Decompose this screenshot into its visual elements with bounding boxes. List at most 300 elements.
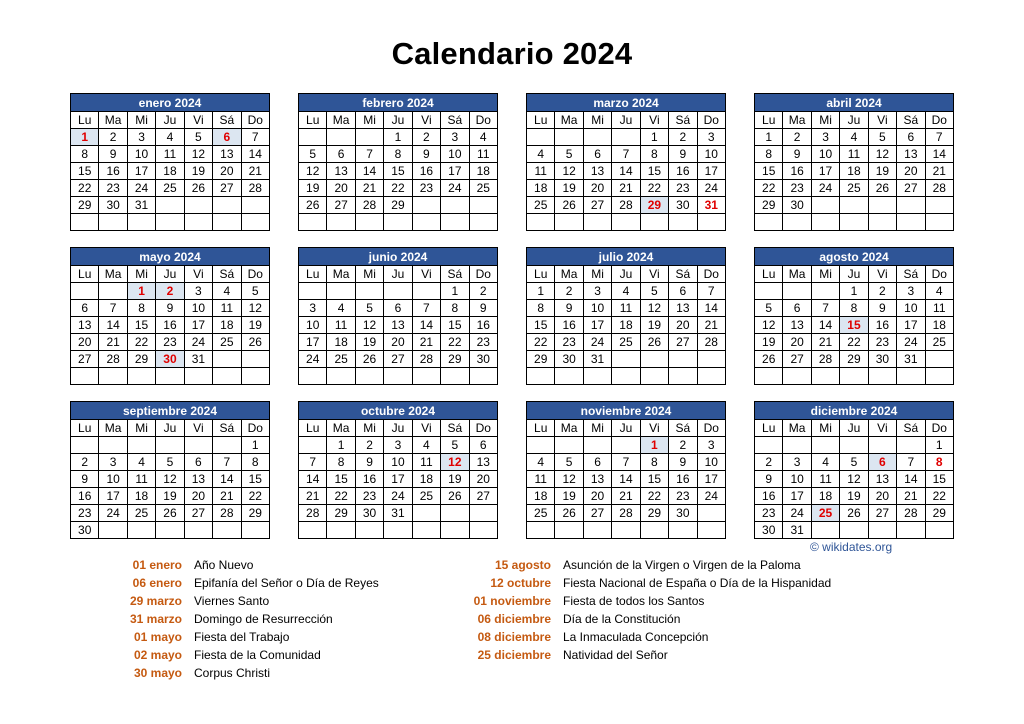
day-cell[interactable]: 30 [868,351,896,368]
day-cell[interactable]: 15 [640,471,668,488]
day-cell[interactable]: 4 [840,129,868,146]
day-cell[interactable]: 31 [783,522,811,539]
day-cell[interactable]: 16 [156,317,184,334]
day-cell[interactable]: 20 [868,488,896,505]
day-cell[interactable]: 14 [897,471,925,488]
day-cell[interactable]: 12 [184,146,212,163]
day-cell[interactable]: 9 [71,471,99,488]
day-cell[interactable]: 9 [669,146,697,163]
day-cell[interactable]: 14 [811,317,839,334]
day-cell[interactable]: 5 [156,454,184,471]
day-cell[interactable]: 17 [697,471,725,488]
day-cell[interactable]: 15 [441,317,469,334]
day-cell[interactable]: 23 [783,180,811,197]
day-cell[interactable]: 13 [184,471,212,488]
day-cell[interactable]: 20 [213,163,241,180]
day-cell[interactable]: 19 [755,334,783,351]
day-cell[interactable]: 18 [412,471,440,488]
day-cell[interactable]: 14 [412,317,440,334]
day-cell[interactable]: 6 [384,300,412,317]
day-cell[interactable]: 23 [412,180,440,197]
day-cell[interactable]: 9 [555,300,583,317]
day-cell[interactable]: 27 [897,180,925,197]
day-cell[interactable]: 7 [612,454,640,471]
day-cell[interactable]: 25 [213,334,241,351]
day-cell[interactable]: 7 [99,300,127,317]
day-cell[interactable]: 23 [669,180,697,197]
day-cell[interactable]: 15 [640,163,668,180]
day-cell[interactable]: 11 [925,300,953,317]
day-cell[interactable]: 26 [184,180,212,197]
day-cell[interactable]: 25 [840,180,868,197]
day-cell[interactable]: 28 [811,351,839,368]
day-cell[interactable]: 14 [612,163,640,180]
day-cell[interactable]: 3 [783,454,811,471]
day-cell[interactable]: 19 [355,334,383,351]
day-cell[interactable]: 22 [640,180,668,197]
day-cell[interactable]: 10 [811,146,839,163]
day-cell[interactable]: 20 [583,180,611,197]
day-cell[interactable]: 22 [640,488,668,505]
day-cell[interactable]: 20 [384,334,412,351]
day-cell[interactable]: 26 [640,334,668,351]
day-cell[interactable]: 27 [469,488,497,505]
day-cell[interactable]: 30 [555,351,583,368]
day-cell[interactable]: 14 [925,146,953,163]
day-cell[interactable]: 23 [669,488,697,505]
day-cell[interactable]: 16 [555,317,583,334]
day-cell[interactable]: 8 [384,146,412,163]
day-cell[interactable]: 21 [412,334,440,351]
day-cell[interactable]: 17 [811,163,839,180]
day-cell[interactable]: 3 [697,437,725,454]
day-cell[interactable]: 19 [868,163,896,180]
day-cell[interactable]: 2 [99,129,127,146]
day-cell[interactable]: 22 [441,334,469,351]
day-cell[interactable]: 12 [241,300,269,317]
day-cell[interactable]: 28 [99,351,127,368]
day-cell[interactable]: 6 [897,129,925,146]
day-cell[interactable]: 27 [783,351,811,368]
day-cell[interactable]: 26 [355,351,383,368]
day-cell[interactable]: 31 [127,197,155,214]
day-cell[interactable]: 28 [925,180,953,197]
day-cell[interactable]: 2 [783,129,811,146]
day-cell[interactable]: 4 [156,129,184,146]
day-cell[interactable]: 14 [697,300,725,317]
day-cell[interactable]: 28 [697,334,725,351]
day-cell[interactable]: 20 [469,471,497,488]
day-cell[interactable]: 23 [156,334,184,351]
day-cell[interactable]: 23 [868,334,896,351]
holiday-day-cell[interactable]: 30 [156,351,184,368]
holiday-day-cell[interactable]: 2 [156,283,184,300]
day-cell[interactable]: 5 [640,283,668,300]
day-cell[interactable]: 2 [555,283,583,300]
day-cell[interactable]: 27 [327,197,355,214]
day-cell[interactable]: 12 [555,471,583,488]
day-cell[interactable]: 14 [213,471,241,488]
day-cell[interactable]: 17 [384,471,412,488]
day-cell[interactable]: 8 [441,300,469,317]
day-cell[interactable]: 21 [612,488,640,505]
day-cell[interactable]: 10 [697,454,725,471]
day-cell[interactable]: 15 [71,163,99,180]
day-cell[interactable]: 19 [156,488,184,505]
day-cell[interactable]: 17 [99,488,127,505]
day-cell[interactable]: 30 [99,197,127,214]
day-cell[interactable]: 2 [868,283,896,300]
day-cell[interactable]: 13 [669,300,697,317]
day-cell[interactable]: 9 [469,300,497,317]
day-cell[interactable]: 21 [697,317,725,334]
day-cell[interactable]: 21 [925,163,953,180]
day-cell[interactable]: 30 [669,505,697,522]
day-cell[interactable]: 18 [840,163,868,180]
day-cell[interactable]: 22 [71,180,99,197]
day-cell[interactable]: 28 [897,505,925,522]
day-cell[interactable]: 5 [299,146,327,163]
holiday-day-cell[interactable]: 29 [640,197,668,214]
day-cell[interactable]: 25 [925,334,953,351]
day-cell[interactable]: 25 [127,505,155,522]
day-cell[interactable]: 21 [213,488,241,505]
day-cell[interactable]: 4 [811,454,839,471]
day-cell[interactable]: 1 [755,129,783,146]
day-cell[interactable]: 4 [612,283,640,300]
day-cell[interactable]: 17 [697,163,725,180]
day-cell[interactable]: 10 [897,300,925,317]
day-cell[interactable]: 5 [441,437,469,454]
day-cell[interactable]: 22 [840,334,868,351]
day-cell[interactable]: 25 [327,351,355,368]
day-cell[interactable]: 29 [241,505,269,522]
day-cell[interactable]: 7 [241,129,269,146]
day-cell[interactable]: 29 [840,351,868,368]
day-cell[interactable]: 11 [811,471,839,488]
day-cell[interactable]: 15 [241,471,269,488]
day-cell[interactable]: 1 [925,437,953,454]
day-cell[interactable]: 3 [384,437,412,454]
day-cell[interactable]: 7 [811,300,839,317]
day-cell[interactable]: 25 [527,197,555,214]
day-cell[interactable]: 11 [527,163,555,180]
day-cell[interactable]: 27 [583,505,611,522]
day-cell[interactable]: 10 [184,300,212,317]
holiday-day-cell[interactable]: 8 [925,454,953,471]
day-cell[interactable]: 26 [241,334,269,351]
day-cell[interactable]: 29 [441,351,469,368]
day-cell[interactable]: 24 [441,180,469,197]
day-cell[interactable]: 19 [299,180,327,197]
day-cell[interactable]: 11 [527,471,555,488]
day-cell[interactable]: 20 [669,317,697,334]
day-cell[interactable]: 29 [527,351,555,368]
day-cell[interactable]: 19 [840,488,868,505]
day-cell[interactable]: 28 [213,505,241,522]
day-cell[interactable]: 16 [868,317,896,334]
day-cell[interactable]: 7 [213,454,241,471]
day-cell[interactable]: 10 [697,146,725,163]
day-cell[interactable]: 25 [412,488,440,505]
day-cell[interactable]: 24 [299,351,327,368]
day-cell[interactable]: 3 [697,129,725,146]
day-cell[interactable]: 25 [612,334,640,351]
day-cell[interactable]: 29 [755,197,783,214]
day-cell[interactable]: 16 [783,163,811,180]
day-cell[interactable]: 30 [355,505,383,522]
day-cell[interactable]: 15 [527,317,555,334]
day-cell[interactable]: 20 [583,488,611,505]
day-cell[interactable]: 10 [783,471,811,488]
day-cell[interactable]: 9 [355,454,383,471]
day-cell[interactable]: 1 [384,129,412,146]
day-cell[interactable]: 2 [755,454,783,471]
day-cell[interactable]: 4 [925,283,953,300]
day-cell[interactable]: 21 [355,180,383,197]
day-cell[interactable]: 9 [156,300,184,317]
day-cell[interactable]: 18 [469,163,497,180]
day-cell[interactable]: 30 [669,197,697,214]
day-cell[interactable]: 17 [783,488,811,505]
day-cell[interactable]: 29 [127,351,155,368]
day-cell[interactable]: 22 [755,180,783,197]
day-cell[interactable]: 12 [755,317,783,334]
day-cell[interactable]: 22 [127,334,155,351]
day-cell[interactable]: 3 [897,283,925,300]
day-cell[interactable]: 23 [71,505,99,522]
day-cell[interactable]: 18 [156,163,184,180]
day-cell[interactable]: 19 [555,180,583,197]
day-cell[interactable]: 28 [612,505,640,522]
day-cell[interactable]: 29 [925,505,953,522]
day-cell[interactable]: 30 [469,351,497,368]
day-cell[interactable]: 2 [669,129,697,146]
day-cell[interactable]: 11 [469,146,497,163]
day-cell[interactable]: 16 [355,471,383,488]
day-cell[interactable]: 21 [897,488,925,505]
day-cell[interactable]: 13 [71,317,99,334]
day-cell[interactable]: 16 [99,163,127,180]
day-cell[interactable]: 2 [669,437,697,454]
day-cell[interactable]: 12 [640,300,668,317]
day-cell[interactable]: 27 [384,351,412,368]
day-cell[interactable]: 26 [299,197,327,214]
day-cell[interactable]: 18 [127,488,155,505]
day-cell[interactable]: 7 [355,146,383,163]
day-cell[interactable]: 29 [384,197,412,214]
day-cell[interactable]: 18 [527,488,555,505]
day-cell[interactable]: 18 [327,334,355,351]
day-cell[interactable]: 31 [897,351,925,368]
day-cell[interactable]: 24 [783,505,811,522]
day-cell[interactable]: 3 [811,129,839,146]
holiday-day-cell[interactable]: 12 [441,454,469,471]
day-cell[interactable]: 27 [669,334,697,351]
day-cell[interactable]: 12 [555,163,583,180]
day-cell[interactable]: 26 [156,505,184,522]
day-cell[interactable]: 6 [184,454,212,471]
day-cell[interactable]: 12 [355,317,383,334]
day-cell[interactable]: 18 [925,317,953,334]
day-cell[interactable]: 7 [612,146,640,163]
day-cell[interactable]: 18 [612,317,640,334]
day-cell[interactable]: 9 [868,300,896,317]
day-cell[interactable]: 11 [156,146,184,163]
day-cell[interactable]: 16 [412,163,440,180]
day-cell[interactable]: 20 [71,334,99,351]
day-cell[interactable]: 24 [384,488,412,505]
day-cell[interactable]: 16 [71,488,99,505]
day-cell[interactable]: 22 [327,488,355,505]
holiday-day-cell[interactable]: 25 [811,505,839,522]
day-cell[interactable]: 19 [241,317,269,334]
day-cell[interactable]: 3 [184,283,212,300]
day-cell[interactable]: 10 [127,146,155,163]
day-cell[interactable]: 23 [555,334,583,351]
day-cell[interactable]: 9 [412,146,440,163]
day-cell[interactable]: 1 [441,283,469,300]
day-cell[interactable]: 22 [384,180,412,197]
day-cell[interactable]: 21 [99,334,127,351]
holiday-day-cell[interactable]: 1 [640,437,668,454]
day-cell[interactable]: 10 [299,317,327,334]
day-cell[interactable]: 23 [469,334,497,351]
day-cell[interactable]: 1 [527,283,555,300]
day-cell[interactable]: 11 [840,146,868,163]
day-cell[interactable]: 13 [583,163,611,180]
day-cell[interactable]: 15 [127,317,155,334]
day-cell[interactable]: 12 [299,163,327,180]
day-cell[interactable]: 11 [612,300,640,317]
day-cell[interactable]: 26 [755,351,783,368]
day-cell[interactable]: 2 [71,454,99,471]
day-cell[interactable]: 8 [640,146,668,163]
day-cell[interactable]: 10 [441,146,469,163]
day-cell[interactable]: 20 [184,488,212,505]
day-cell[interactable]: 1 [327,437,355,454]
day-cell[interactable]: 8 [241,454,269,471]
day-cell[interactable]: 15 [755,163,783,180]
day-cell[interactable]: 2 [355,437,383,454]
day-cell[interactable]: 28 [412,351,440,368]
day-cell[interactable]: 29 [640,505,668,522]
day-cell[interactable]: 28 [612,197,640,214]
day-cell[interactable]: 14 [99,317,127,334]
day-cell[interactable]: 4 [213,283,241,300]
day-cell[interactable]: 8 [327,454,355,471]
day-cell[interactable]: 12 [868,146,896,163]
day-cell[interactable]: 29 [327,505,355,522]
day-cell[interactable]: 7 [925,129,953,146]
day-cell[interactable]: 22 [527,334,555,351]
day-cell[interactable]: 24 [127,180,155,197]
day-cell[interactable]: 6 [327,146,355,163]
day-cell[interactable]: 13 [868,471,896,488]
credit-link[interactable]: © wikidates.org [810,540,893,554]
day-cell[interactable]: 23 [99,180,127,197]
day-cell[interactable]: 22 [241,488,269,505]
day-cell[interactable]: 9 [755,471,783,488]
day-cell[interactable]: 14 [612,471,640,488]
day-cell[interactable]: 6 [71,300,99,317]
day-cell[interactable]: 6 [583,146,611,163]
day-cell[interactable]: 9 [669,454,697,471]
day-cell[interactable]: 19 [184,163,212,180]
day-cell[interactable]: 13 [783,317,811,334]
day-cell[interactable]: 5 [241,283,269,300]
day-cell[interactable]: 28 [355,197,383,214]
day-cell[interactable]: 11 [213,300,241,317]
day-cell[interactable]: 26 [555,197,583,214]
day-cell[interactable]: 8 [840,300,868,317]
day-cell[interactable]: 13 [384,317,412,334]
day-cell[interactable]: 26 [840,505,868,522]
day-cell[interactable]: 9 [99,146,127,163]
day-cell[interactable]: 1 [840,283,868,300]
day-cell[interactable]: 31 [583,351,611,368]
holiday-day-cell[interactable]: 31 [697,197,725,214]
day-cell[interactable]: 25 [527,505,555,522]
day-cell[interactable]: 17 [441,163,469,180]
day-cell[interactable]: 29 [71,197,99,214]
day-cell[interactable]: 13 [213,146,241,163]
day-cell[interactable]: 11 [412,454,440,471]
day-cell[interactable]: 5 [868,129,896,146]
day-cell[interactable]: 27 [71,351,99,368]
day-cell[interactable]: 5 [184,129,212,146]
day-cell[interactable]: 25 [156,180,184,197]
day-cell[interactable]: 21 [612,180,640,197]
holiday-day-cell[interactable]: 15 [840,317,868,334]
day-cell[interactable]: 26 [868,180,896,197]
day-cell[interactable]: 26 [555,505,583,522]
day-cell[interactable]: 16 [669,163,697,180]
day-cell[interactable]: 15 [384,163,412,180]
day-cell[interactable]: 2 [412,129,440,146]
day-cell[interactable]: 27 [868,505,896,522]
day-cell[interactable]: 17 [299,334,327,351]
day-cell[interactable]: 6 [583,454,611,471]
day-cell[interactable]: 23 [355,488,383,505]
day-cell[interactable]: 17 [184,317,212,334]
day-cell[interactable]: 3 [99,454,127,471]
day-cell[interactable]: 18 [811,488,839,505]
day-cell[interactable]: 17 [897,317,925,334]
day-cell[interactable]: 17 [127,163,155,180]
day-cell[interactable]: 31 [184,351,212,368]
day-cell[interactable]: 18 [213,317,241,334]
day-cell[interactable]: 20 [783,334,811,351]
day-cell[interactable]: 7 [697,283,725,300]
day-cell[interactable]: 5 [755,300,783,317]
day-cell[interactable]: 25 [469,180,497,197]
day-cell[interactable]: 21 [299,488,327,505]
day-cell[interactable]: 30 [783,197,811,214]
day-cell[interactable]: 24 [583,334,611,351]
day-cell[interactable]: 19 [555,488,583,505]
day-cell[interactable]: 28 [299,505,327,522]
day-cell[interactable]: 19 [640,317,668,334]
day-cell[interactable]: 24 [697,180,725,197]
day-cell[interactable]: 27 [184,505,212,522]
day-cell[interactable]: 6 [469,437,497,454]
day-cell[interactable]: 7 [412,300,440,317]
day-cell[interactable]: 24 [99,505,127,522]
day-cell[interactable]: 17 [583,317,611,334]
day-cell[interactable]: 16 [755,488,783,505]
day-cell[interactable]: 14 [241,146,269,163]
